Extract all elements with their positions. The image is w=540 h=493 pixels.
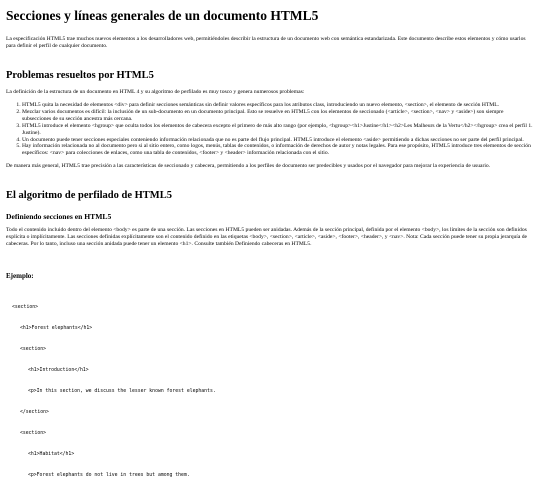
problems-list [6, 102, 534, 157]
subheading-defining-sections: Definiendo secciones en HTML5 [6, 212, 112, 222]
list-item: 1. HTML5 quita la necesidad de elementos <div> para definir secciones semánticas sin definir valores específicos para los atributos class, introduciendo un nuevo elemento, <section>, el elemento de sección HTML. [22, 102, 534, 109]
list-item: 2. Mezclar varios documentos es difícil: la inclusión de un sub-documento en un documento principal. Esto se resuelve en HTML5 con los elementos de seccionado (<article>, <section>, <nav> y <aside>) son siempre subsecciones de su sección ancestra más cercana. [22, 109, 534, 123]
section-heading-algorithm: El algoritmo de perfilado de HTML5 [6, 190, 172, 202]
code-line: <h1>Introduction</h1> [28, 368, 89, 374]
code-line: <p>Forest elephants do not live in trees but among them. [28, 473, 190, 479]
example-label: Ejemplo: [6, 272, 34, 281]
code-line: </section> [20, 410, 49, 416]
defining-sections-body: Todo el contenido incluido dentro del elemento <body> es parte de una sección. Las secciones en HTML5 pueden ser anidadas. Además de la sección principal, definida por el elemento <body>, los límites de la sección son definidos explícita o implícitamente. Las secciones definidas explícitamente son el contenido definido en las etiquetas <body>, <section>, <article>, <aside>, <footer>, <header>, y <nav>. Nota: Cada sección puede tener su propia jerarquía de cabeceras. Por lo tanto, incluso una sección anidada puede tener un elemento <h1>. Consulte también Definiendo cabeceras en HTML5. [6, 227, 528, 248]
code-line: <p>In this section, we discuss the lesser known forest elephants. [28, 389, 216, 395]
page-title: Secciones y líneas generales de un documento HTML5 [6, 8, 319, 23]
code-line: <section> [12, 305, 38, 311]
code-example [12, 290, 534, 493]
code-line: <section> [20, 347, 46, 353]
code-line: <h1>Habitat</h1> [28, 452, 75, 458]
list-item: 3. HTML5 introduce el elemento <hgroup> que oculta todos los elementos de cabecera excepto el primero de más alto rango (por ejemplo, <hgroup><h1>Justine</h1><h2>Les Malheurs de la Vertu</h2></hgroup> crea el perfil 1. Justine). [22, 123, 534, 137]
list-item: 4. Un documento puede tener secciones especiales conteniendo información relacionada que no es parte del flujo principal. HTML5 introduce el elemento <aside> permitiendo a dichas secciones no ser parte del perfil principal. [22, 137, 534, 144]
code-line: <section> [20, 431, 46, 437]
problems-conclusion: De manera más general, HTML5 trae precisión a las características de seccionado y cabecera, permitiendo a los perfiles de documento ser predecibles y usados por el navegador para mejorar la experiencia de usuario. [6, 163, 491, 170]
section-heading-problems: Problemas resueltos por HTML5 [6, 70, 154, 81]
intro-paragraph: La especificación HTML5 trae muchos nuevos elementos a los desarrolladores web, permitiéndoles describir la estructura de un documento web con semántica estandarizada. Este documento describe estos elementos y cómo usarlos para definir el perfil de cualquier documento. [6, 36, 526, 49]
problems-lead: La definición de la estructura de un documento en HTML 4 y su algoritmo de perfilado es muy tosco y genera numerosos problemas: [6, 89, 305, 95]
code-line: <h1>Forest elephants</h1> [20, 326, 93, 332]
list-item: 5. Hay información relacionada no al documento pero si al sitio entero, como logos, menús, tablas de contenidos, o información de derechos de autor y notas legales. Para ese propósito, HTML5 introduce tres elementos de sección específicos: <nav> para colecciones de enlaces, como una tabla de contenidos, <footer> y <header> información relacionada con el sitio. [22, 143, 534, 157]
